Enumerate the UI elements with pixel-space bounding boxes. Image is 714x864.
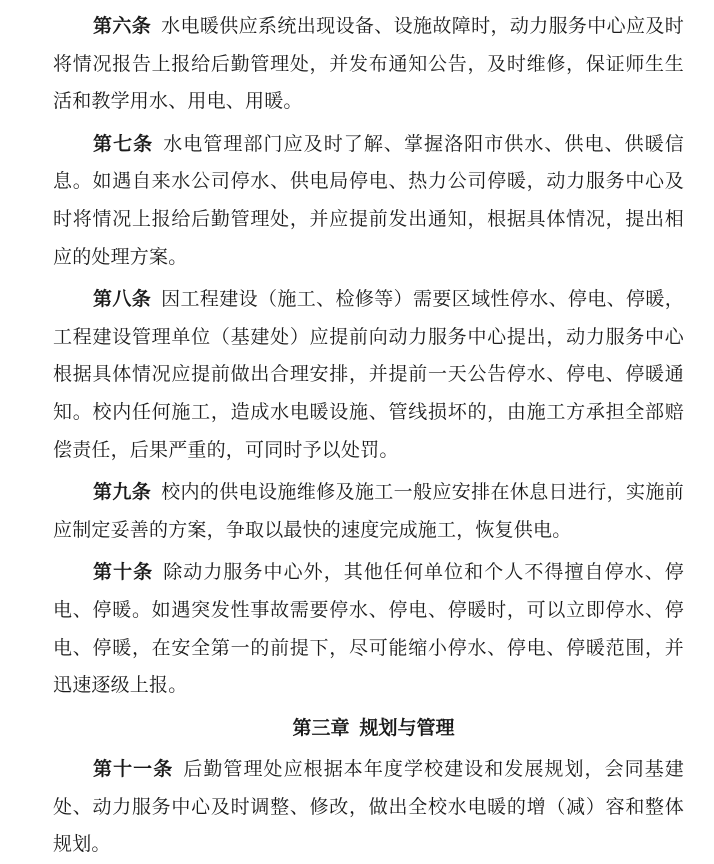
article-text: 水电管理部门应及时了解、掌握洛阳市供水、供电、供暖信息。如遇自来水公司停水、供电局停电、热力公司停暖，动力服务中心及时将情况上报给后勤管理处，并应提前发出通知，根据具体情况，提出相应的处理方案。 (53, 132, 685, 268)
article-7 (53, 126, 684, 276)
article-9 (53, 474, 684, 549)
article-text: 因工程建设（施工、检修等）需要区域性停水、停电、停暖，工程建设管理单位（基建处）应提前向动力服务中心提出，动力服务中心根据具体情况应提前做出合理安排，并提前一天公告停水、停电、停暖通知。校内任何施工，造成水电暖设施、管线损坏的，由施工方承担全部赔偿责任，后果严重的，可同时予以处罚。 (53, 288, 684, 461)
article-number: 第七条 (93, 132, 154, 155)
chapter-heading (53, 710, 684, 748)
article-number: 第九条 (93, 481, 152, 504)
article-11 (53, 751, 684, 864)
article-text: 除动力服务中心外，其他任何单位和个人不得擅自停水、停电、停暖。如遇突发性事故需要停水、停电、停暖时，可以立即停水、停电、停暖，在安全第一的前提下，尽可能缩小停水、停电、停暖范围，并迅速逐级上报。 (53, 561, 685, 697)
article-6 (53, 8, 684, 121)
article-10 (53, 554, 684, 704)
article-text: 水电暖供应系统出现设备、设施故障时，动力服务中心应及时将情况报告上报给后勤管理处，并发布通知公告，及时维修，保证师生生活和教学用水、用电、用暖。 (53, 15, 684, 113)
article-text: 校内的供电设施维修及施工一般应安排在休息日进行，实施前应制定妥善的方案，争取以最快的速度完成施工，恢复供电。 (53, 481, 684, 541)
chapter-title: 规划与管理 (359, 716, 455, 739)
chapter-number: 第三章 (292, 716, 350, 739)
article-number: 第十一条 (93, 758, 174, 781)
article-number: 第八条 (93, 288, 152, 311)
article-number: 第十条 (93, 561, 154, 584)
article-8 (53, 281, 684, 469)
article-text: 后勤管理处应根据本年度学校建设和发展规划，会同基建处、动力服务中心及时调整、修改，做出全校水电暖的增（减）容和整体规划。 (53, 758, 684, 856)
article-number: 第六条 (93, 15, 152, 37)
